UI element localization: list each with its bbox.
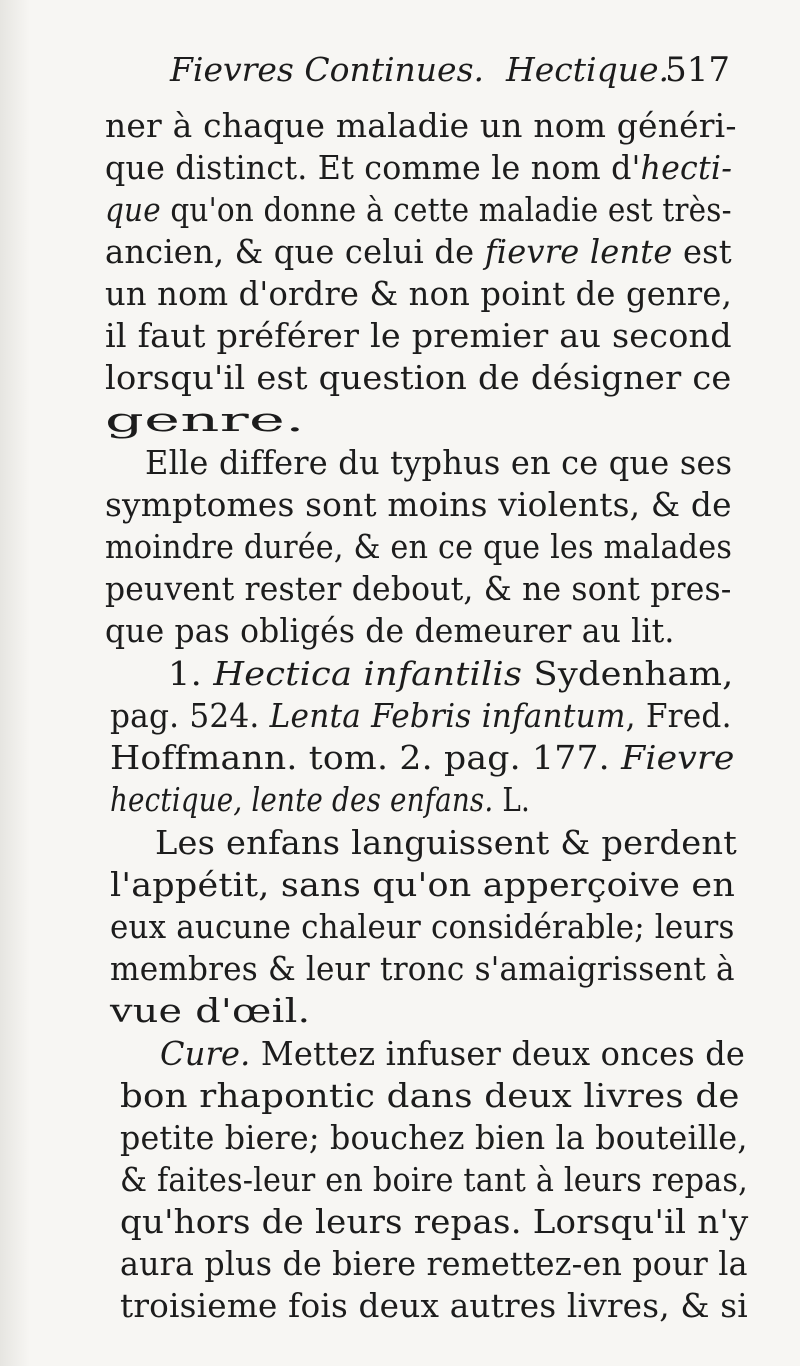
text-line: [120, 1074, 740, 1118]
text-run: ner à chaque maladie un nom généri-: [105, 106, 737, 145]
text-line: [168, 652, 734, 696]
text-run: Sydenham,: [522, 654, 734, 693]
text-line: [105, 104, 737, 148]
page-number: 517: [665, 50, 730, 90]
italic-run: Cure.: [160, 1034, 251, 1073]
text-run: aura plus de biere remettez-en pour la: [120, 1244, 748, 1283]
text-line: [110, 989, 310, 1033]
text-run: vue d'œil.: [110, 991, 311, 1030]
text-run: genre.: [105, 400, 305, 439]
italic-run: Fievre: [621, 738, 735, 777]
text-line: [110, 947, 735, 991]
text-run: Les enfans languissent & perdent: [155, 823, 737, 862]
italic-run: fievre lente: [484, 232, 673, 271]
text-line: [105, 230, 732, 274]
text-line: [120, 1200, 748, 1244]
text-run: que distinct. Et comme le nom d': [105, 148, 641, 187]
text-line: [145, 441, 732, 485]
italic-run: Hectica infantilis: [213, 654, 523, 693]
text-line: [160, 1032, 745, 1076]
text-line: [120, 1284, 748, 1328]
text-line: [155, 821, 737, 865]
text-run: est: [672, 232, 732, 271]
text-line: [110, 694, 732, 738]
text-run: eux aucune chaleur considérable; leurs: [110, 907, 735, 946]
text-line: [120, 1158, 748, 1202]
text-run: que pas obligés de demeurer au lit.: [105, 611, 675, 650]
text-line: [110, 736, 735, 780]
text-line: [105, 525, 732, 569]
text-line: [105, 483, 732, 527]
text-line: [105, 272, 732, 316]
text-line: [105, 356, 732, 400]
text-run: bon rhapontic dans deux livres de: [120, 1076, 740, 1115]
text-run: un nom d'ordre & non point de genre,: [105, 274, 732, 313]
text-run: pag. 524.: [110, 696, 270, 735]
text-line: [105, 609, 675, 653]
text-line: [105, 567, 732, 611]
text-line: [120, 1116, 748, 1160]
text-run: symptomes sont moins violents, & de: [105, 485, 732, 524]
text-run: qu'on donne à cette maladie est très-: [160, 190, 732, 229]
text-line: [105, 398, 305, 442]
text-line: [110, 863, 735, 907]
text-run: petite biere; bouchez bien la bouteille,: [120, 1118, 748, 1157]
text-run: ancien, & que celui de: [105, 232, 485, 271]
text-run: lorsqu'il est question de désigner ce: [105, 358, 732, 397]
text-run: Hoffmann. tom. 2. pag. 177.: [110, 738, 622, 777]
text-run: & faites-leur en boire tant à leurs repas,: [120, 1160, 748, 1199]
text-line: [110, 778, 530, 822]
text-run: il faut préférer le premier au second: [105, 316, 732, 355]
text-run: qu'hors de leurs repas. Lorsqu'il n'y: [120, 1202, 749, 1241]
page-gutter-shadow: [0, 0, 30, 1366]
running-head-section: Fievres Continues.: [170, 50, 484, 89]
italic-run: hectique, lente des enfans.: [110, 780, 494, 819]
text-line: [105, 188, 732, 232]
italic-run: que: [105, 190, 161, 229]
text-line: [110, 905, 735, 949]
text-run: troisieme fois deux autres livres, & si: [120, 1286, 748, 1325]
running-head: [170, 40, 730, 100]
text-run: moindre durée, & en ce que les malades: [105, 527, 733, 566]
running-head-subject: Hectique.: [506, 50, 670, 89]
text-line: [105, 146, 732, 190]
text-run: Mettez infuser deux onces de: [250, 1034, 746, 1073]
text-run: Elle differe du typhus en ce que ses: [145, 443, 733, 482]
text-run: l'appétit, sans qu'on apperçoive en: [110, 865, 736, 904]
italic-run: Lenta Febris infantum: [269, 696, 626, 735]
text-run: membres & leur tronc s'amaigrissent à: [110, 949, 735, 988]
text-run: peuvent rester debout, & ne sont pres-: [105, 569, 732, 608]
text-line: [105, 314, 732, 358]
text-run: , Fred.: [625, 696, 732, 735]
text-run: L.: [493, 780, 530, 819]
text-run: 1.: [168, 654, 214, 693]
text-line: [120, 1242, 748, 1286]
italic-run: hecti-: [640, 148, 733, 187]
